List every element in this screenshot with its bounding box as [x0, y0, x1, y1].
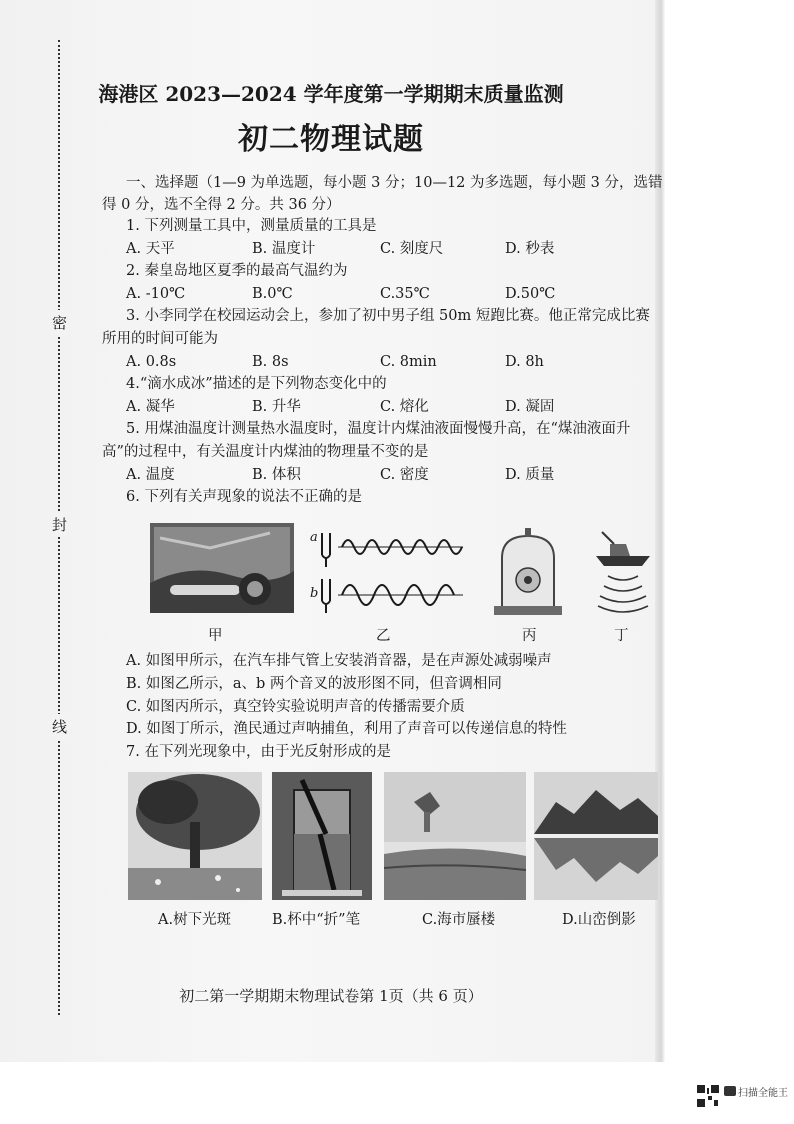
wave-label-a: a	[310, 530, 318, 545]
q1-option-c: C. 刻度尺	[380, 241, 444, 257]
q3-option-d: D. 8h	[505, 354, 544, 370]
figure-label-yi: 乙	[376, 628, 391, 644]
q6-option-a: A. 如图甲所示，在汽车排气管上安装消音器，是在声源处减弱噪声	[126, 653, 552, 669]
q2-option-c: C.35℃	[380, 286, 430, 302]
q4-stem: 4.“滴水成冰”描述的是下列物态变化中的	[126, 376, 387, 392]
figure-label-bing: 丙	[522, 628, 537, 644]
q7-stem: 7. 在下列光现象中，由于光反射形成的是	[126, 744, 391, 760]
q6-option-b: B. 如图乙所示，a、b 两个音叉的波形图不同，但音调相同	[126, 676, 502, 692]
wave-label-b: b	[310, 586, 319, 601]
q7-caption-d: D.山峦倒影	[562, 912, 636, 928]
q3-stem-line2: 所用的时间可能为	[102, 331, 218, 347]
q7-caption-c: C.海市蜃楼	[422, 912, 496, 928]
scanner-logo-icon	[724, 1086, 736, 1096]
photo-mirage	[384, 772, 526, 900]
photo-tree-light-spots	[128, 772, 262, 900]
figure-label-jia: 甲	[208, 628, 223, 644]
q3-option-a: A. 0.8s	[126, 354, 177, 370]
q5-option-a: A. 温度	[126, 467, 175, 483]
photo-mountain-reflection	[534, 772, 658, 900]
q1-option-d: D. 秒表	[505, 241, 555, 257]
q1-stem: 1. 下列测量工具中，测量质量的工具是	[126, 218, 377, 234]
qr-code-icon	[696, 1084, 720, 1108]
q6-option-d: D. 如图丁所示，渔民通过声呐捕鱼，利用了声音可以传递信息的特性	[126, 721, 567, 737]
scanner-app-name: 扫描全能王	[738, 1088, 788, 1099]
q3-option-c: C. 8min	[380, 354, 437, 370]
seal-char-feng: 封	[52, 512, 67, 537]
q2-option-b: B.0℃	[252, 286, 293, 302]
q2-stem: 2. 秦皇岛地区夏季的最高气温约为	[126, 263, 348, 279]
subject-title: 初二物理试题	[238, 122, 424, 157]
q2-option-d: D.50℃	[505, 286, 556, 302]
q6-option-c: C. 如图丙所示，真空铃实验说明声音的传播需要介质	[126, 699, 465, 715]
q7-caption-a: A.树下光斑	[158, 912, 232, 928]
q3-option-b: B. 8s	[252, 354, 289, 370]
q1-option-b: B. 温度计	[252, 241, 316, 257]
q7-caption-b: B.杯中“折”笔	[272, 912, 361, 928]
seal-char-xian: 线	[52, 714, 67, 739]
tuning-fork-b-icon	[322, 579, 330, 613]
tuning-fork-a-icon	[322, 533, 330, 567]
section-heading-line2: 得 0 分，选不全得 2 分。共 36 分）	[102, 197, 341, 213]
seal-char-mi: 密	[52, 310, 67, 335]
figure-label-ding: 丁	[614, 628, 629, 644]
q6-stem: 6. 下列有关声现象的说法不正确的是	[126, 489, 362, 505]
q5-stem-line2: 高”的过程中，有关温度计内煤油的物理量不变的是	[102, 444, 429, 460]
q2-option-a: A. -10℃	[126, 286, 186, 302]
paper-edge	[655, 0, 665, 1062]
q5-stem-line1: 5. 用煤油温度计测量热水温度时，温度计内煤油液面慢慢升高，在“煤油液面升	[126, 421, 631, 437]
q4-option-b: B. 升华	[252, 399, 301, 415]
section-heading-line1: 一、选择题（1—9 为单选题，每小题 3 分；10—12 为多选题，每小题 3 分，选错	[126, 175, 663, 191]
q5-option-c: C. 密度	[380, 467, 429, 483]
q5-option-d: D. 质量	[505, 467, 555, 483]
q1-option-a: A. 天平	[126, 241, 175, 257]
exam-title: 海港区 2023—2024 学年度第一学期期末质量监测	[98, 82, 564, 106]
q3-stem-line1: 3. 小李同学在校园运动会上，参加了初中男子组 50m 短跑比赛。他正常完成比赛	[126, 308, 650, 324]
scanner-watermark	[696, 1081, 786, 1111]
q4-option-a: A. 凝华	[126, 399, 175, 415]
q4-option-d: D. 凝固	[505, 399, 555, 415]
q4-option-c: C. 熔化	[380, 399, 429, 415]
page-footer: 初二第一学期期末物理试卷第 1页（共 6 页）	[179, 987, 483, 1005]
figure-bing-bell-jar	[492, 528, 564, 616]
figure-jia-car-exhaust	[150, 523, 294, 613]
figure-ding-boat-sonar	[590, 528, 656, 616]
figure-yi-tuning-fork-waves	[308, 525, 468, 617]
q5-option-b: B. 体积	[252, 467, 301, 483]
photo-bent-pencil-in-cup	[272, 772, 372, 900]
